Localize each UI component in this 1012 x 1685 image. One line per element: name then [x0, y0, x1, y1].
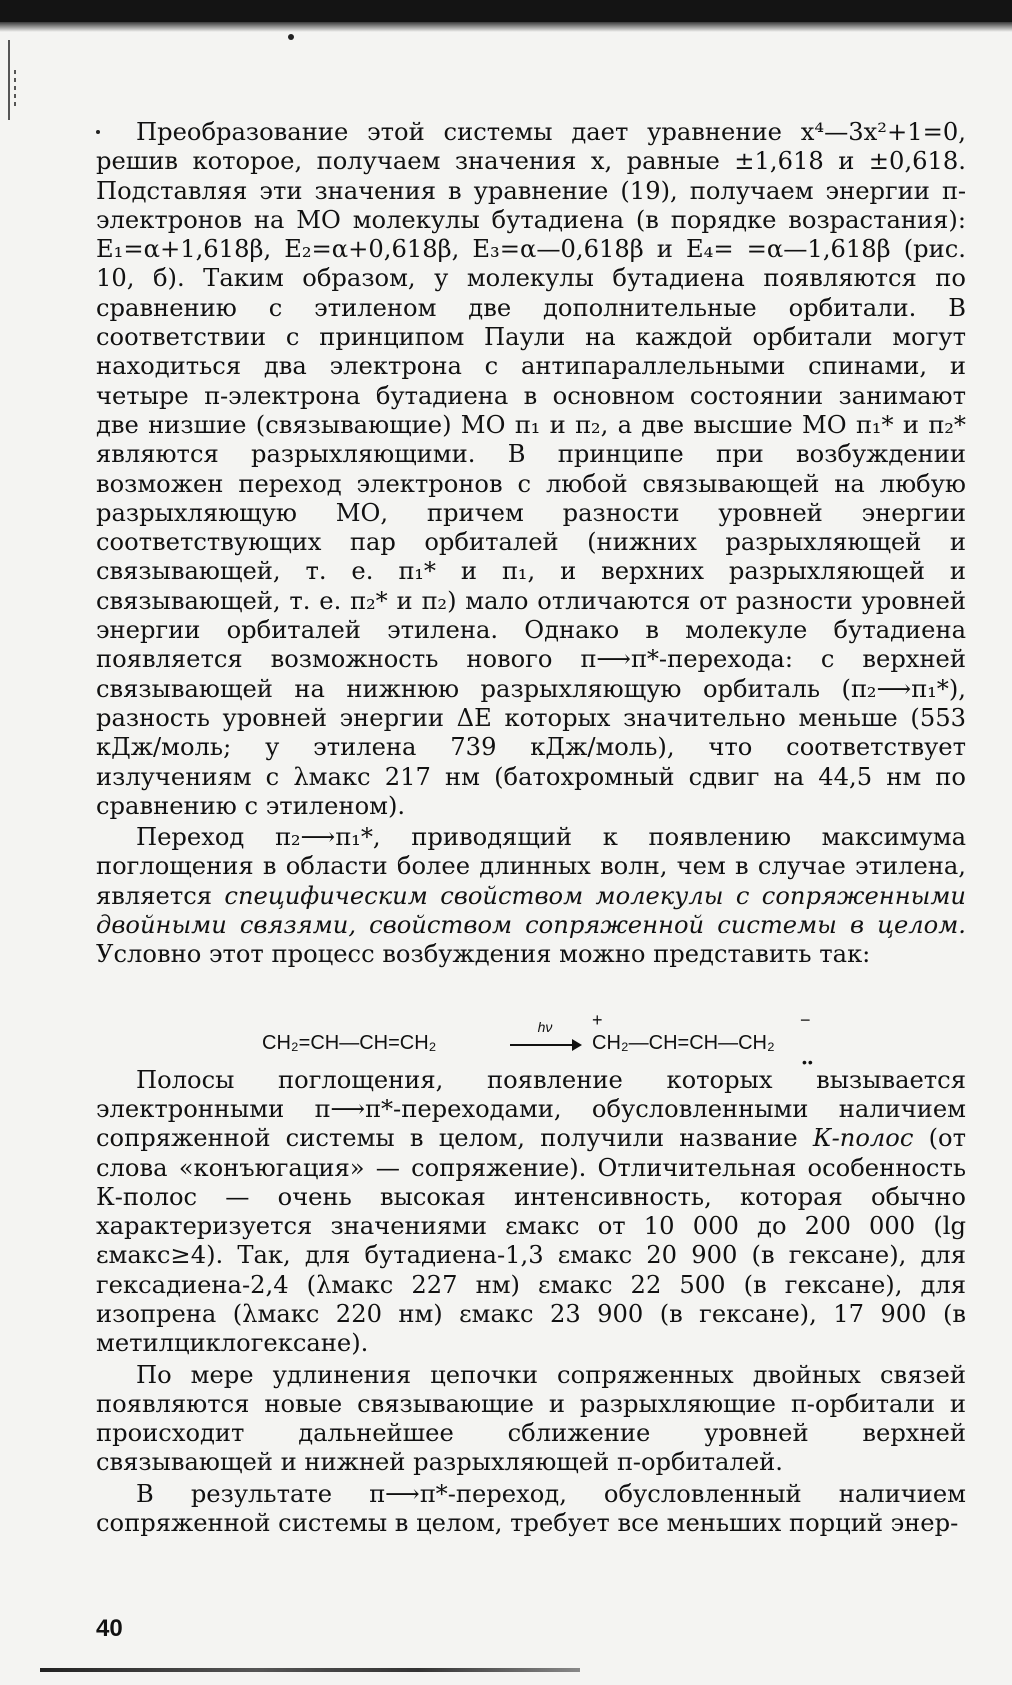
scan-top-shadow: [0, 22, 1012, 32]
paragraph-3-end: (от слова «конъюгация» — сопряжение). Отличительная особенность К-полос — очень высокая интенсивность, которая обычно характеризуется значениями εмакс от 10 000 до 200 000 (lg εмакс≥4). Так, для бутадиена-1,3 εмакс 20 900 (в гексане), для гексадиена-2,4 (λмакс 227 нм) εмакс 22 500 (в гексане), для изопрена (λмакс 220 нм) εмакс 23 900 (в гексане), 17 900 (в метилциклогексане).: [96, 1124, 967, 1358]
arrow-icon: [510, 1044, 580, 1046]
scan-left-mark: [8, 40, 10, 120]
body-text: [96, 118, 966, 1538]
formula-right: CH₂—CH=CH—CH₂: [592, 1032, 775, 1054]
paragraph-1: Преобразование этой системы дает уравнение x⁴—3x²+1=0, решив которое, получаем значения x, равные ±1,618 и ±0,618. Подставляя эти значения в уравнение (19), получаем энергии π-электронов на МО молекулы бутадиена (в порядке возрастания): E₁=α+1,618β, E₂=α+0,618β, E₃=α—0,618β и E₄= =α—1,618β (рис. 10, б). Таким образом, у молекулы бутадиена появляются по сравнению с этиленом две дополнительные орбитали. В соответствии с принципом Паули на каждой орбитали могут находиться два электрона с антипараллельными спинами, и четыре π-электрона бутадиена в основном состоянии занимают две низшие (связывающие) МО π₁ и π₂, а две высшие МО π₁* и π₂* являются разрыхляющими. В принципе при возбуждении возможен переход электронов с любой связывающей на любую разрыхляющую МО, причем разности уровней энергии соответствующих пар орбиталей (нижних разрыхляющей и связывающей, т. е. π₁* и π₁, и верхних разрыхляющей и связывающей, т. е. π₂* и π₂) мало отличаются от разности уровней энергии орбиталей этилена. Однако в молекуле бутадиена появляется возможность нового π⟶π*-перехода: с верхней связывающей на нижнюю разрыхляющую орбиталь (π₂⟶π₁*), разность уровней энергии ΔE которых значительно меньше (553 кДж/моль; у этилена 739 кДж/моль), что соответствует излучениям с λмакс 217 нм (батохромный сдвиг на 44,5 нм по сравнению с этиленом).: [96, 118, 966, 820]
formula-arrow: [510, 1020, 580, 1046]
scan-bottom-mark: [40, 1668, 580, 1672]
reaction-formula: [262, 1010, 822, 1070]
paragraph-4: По мере удлинения цепочки сопряженных двойных связей появляются новые связывающие и разрыхляющие π-орбитали и происходит дальнейшее сближение уровней верхней связывающей и нижней разрыхляющей π-орбиталей.: [96, 1360, 966, 1477]
paragraph-2-start: Переход π₂⟶π₁*, приводящий к появлению максимума поглощения в области более длинных волн, чем в случае этилена, является: [96, 823, 966, 910]
paragraph-2-italic: специфическим свойством молекулы с сопряженными двойными связями, свойством сопряженной системы в целом.: [96, 881, 966, 940]
scan-left-dashes: [14, 70, 16, 110]
paragraph-3: [96, 1066, 966, 1359]
page-number: 40: [96, 1615, 123, 1642]
paragraph-2: [96, 823, 966, 969]
formula-lone-pair: ••: [802, 1054, 814, 1070]
paragraph-2-end: Условно этот процесс возбуждения можно представить так:: [96, 940, 871, 969]
scan-speck: [288, 34, 294, 40]
scan-top-border: [0, 0, 1012, 22]
paragraph-3-start: Полосы поглощения, появление которых вызывается электронными π⟶π*-переходами, обусловленными наличием сопряженной системы в целом, получили название: [96, 1065, 966, 1153]
formula-left: CH₂=CH—CH=CH₂: [262, 1032, 437, 1054]
formula-minus-sign: −: [800, 1010, 811, 1030]
formula-arrow-label: hν: [537, 1019, 553, 1035]
paragraph-5: В результате π⟶π*-переход, обусловленный наличием сопряженной системы в целом, требует все меньших порций энер-: [96, 1479, 966, 1538]
formula-plus-sign: +: [592, 1010, 603, 1030]
paragraph-3-italic: К-полос: [812, 1124, 914, 1153]
